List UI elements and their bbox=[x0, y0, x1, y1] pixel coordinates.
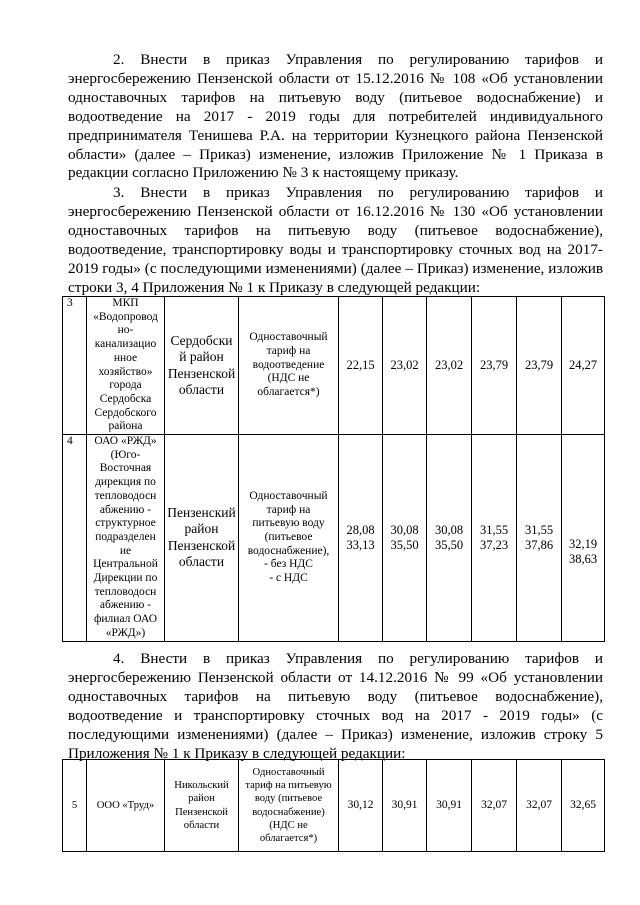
tariff-value: 23,02 bbox=[383, 297, 427, 435]
tariff-table-1 bbox=[62, 296, 605, 642]
tariff-value-pair bbox=[339, 435, 383, 642]
district-cell: Сердобский район Пензенской области bbox=[165, 297, 239, 435]
tariff-type-cell: Одноставочный тариф на питьевую воду (питьевое водоснабжение) (НДС не облагается*) bbox=[239, 760, 339, 852]
paragraph-3: 3. Внести в приказ Управления по регулированию тарифов и энергосбережению Пензенской области от 16.12.2016 № 130 «Об установлении одноставочных тарифов на питьевую воду (питьевое водоснабжение), водоотведение, транспортировку воды и транспортировку сточных вод на 2017-2019 годы» (с последующими изменениями) (далее – Приказ) изменение, изложив строки 3, 4 Приложения № 1 к Приказу в следующей редакции: bbox=[68, 184, 603, 296]
tariff-value: 23,79 bbox=[472, 297, 517, 435]
tariff-value: 32,07 bbox=[472, 760, 517, 852]
row-number: 4 bbox=[63, 435, 87, 642]
table-row bbox=[63, 760, 605, 852]
value-with-vat: 35,50 bbox=[390, 537, 419, 552]
organization-cell: МКП «Водопровод но-канализацио нное хозяйство» города Сердобска Сердобского района bbox=[87, 297, 165, 435]
tariff-value: 24,27 bbox=[562, 297, 605, 435]
tariff-value: 30,12 bbox=[339, 760, 383, 852]
tariff-line: тариф на bbox=[266, 503, 311, 516]
value-with-vat: 37,86 bbox=[524, 537, 554, 552]
tariff-line: питьевую воду bbox=[252, 517, 325, 530]
value-no-vat: 28,08 bbox=[346, 522, 375, 537]
tariff-line: водоснабжение), bbox=[247, 544, 330, 557]
tariff-type-cell bbox=[239, 435, 339, 642]
value-with-vat: 38,63 bbox=[568, 551, 598, 566]
tariff-value-pair bbox=[517, 435, 562, 642]
organization-cell: ООО «Труд» bbox=[87, 760, 165, 852]
district-cell: Пензенский район Пензенской области bbox=[165, 435, 239, 642]
value-no-vat: 32,19 bbox=[568, 536, 598, 551]
value-no-vat: 31,55 bbox=[524, 522, 554, 537]
tariff-value: 23,02 bbox=[427, 297, 472, 435]
tariff-line: (питьевое bbox=[264, 530, 313, 543]
tariff-type-cell: Одноставочный тариф на водоотведение (НДС не облагается*) bbox=[239, 297, 339, 435]
row-number: 3 bbox=[63, 297, 87, 435]
tariff-value-pair bbox=[383, 435, 427, 642]
tariff-value: 23,79 bbox=[517, 297, 562, 435]
district-cell: Никольский район Пензенской области bbox=[165, 760, 239, 852]
paragraph-4: 4. Внести в приказ Управления по регулированию тарифов и энергосбережению Пензенской области от 14.12.2016 № 99 «Об установлении одноставочных тарифов на питьевую воду (питьевое водоснабжение), водоотведение и транспортировку сточных вод на 2017 - 2019 годы» (с последующими изменениями) (далее – Приказ) изменение, изложив строку 5 Приложения № 1 к Приказу в следующей редакции: bbox=[68, 650, 603, 762]
tariff-value-pair bbox=[427, 435, 472, 642]
tariff-table-2 bbox=[62, 759, 605, 852]
value-no-vat: 30,08 bbox=[390, 522, 419, 537]
table-row bbox=[63, 435, 605, 642]
tariff-value: 30,91 bbox=[427, 760, 472, 852]
tariff-value: 32,65 bbox=[562, 760, 605, 852]
organization-cell: ОАО «РЖД» (Юго-Восточная дирекция по тепловодосн абжению - структурное подразделен ие Центральной Дирекции по тепловодосн абжению - филиал ОАО «РЖД») bbox=[87, 435, 165, 642]
tariff-line: Одноставочный bbox=[249, 489, 328, 502]
table-row bbox=[63, 297, 605, 435]
tariff-value: 22,15 bbox=[339, 297, 383, 435]
tariff-line: - без НДС bbox=[264, 558, 313, 571]
tariff-line: - с НДС bbox=[269, 572, 308, 585]
value-with-vat: 35,50 bbox=[434, 537, 464, 552]
tariff-value: 30,91 bbox=[383, 760, 427, 852]
value-no-vat: 31,55 bbox=[479, 522, 509, 537]
value-with-vat: 33,13 bbox=[346, 537, 375, 552]
tariff-value: 32,07 bbox=[517, 760, 562, 852]
tariff-value-pair bbox=[472, 435, 517, 642]
paragraph-2: 2. Внести в приказ Управления по регулированию тарифов и энергосбережению Пензенской области от 15.12.2016 № 108 «Об установлении одноставочных тарифов на питьевую воду (питьевое водоснабжение) и водоотведение на 2017 - 2019 годы для потребителей индивидуального предпринимателя Тенишева Р.А. на территории Кузнецкого района Пензенской области» (далее – Приказ) изменение, изложив Приложение № 1 Приказа в редакции согласно Приложению № 3 к настоящему приказу. bbox=[68, 51, 603, 182]
tariff-value-pair bbox=[562, 435, 605, 642]
value-with-vat: 37,23 bbox=[479, 537, 509, 552]
value-no-vat: 30,08 bbox=[434, 522, 464, 537]
row-number: 5 bbox=[63, 760, 87, 852]
